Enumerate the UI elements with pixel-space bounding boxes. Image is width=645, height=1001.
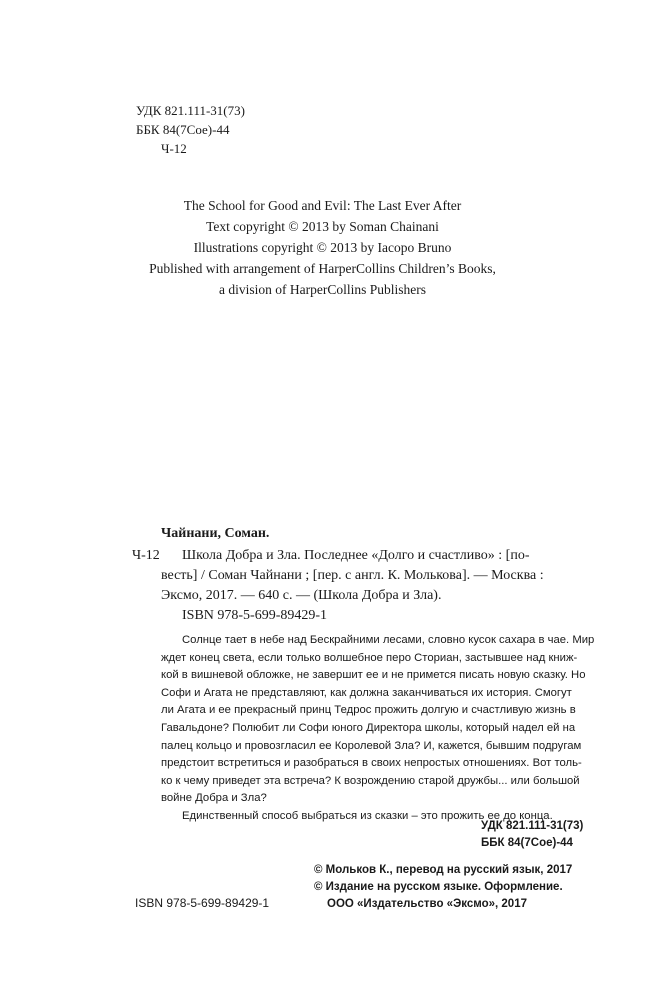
abstract-line: Софи и Агата не представляют, как должна заканчиваться их история. Смогут xyxy=(161,686,572,699)
copyright-block xyxy=(130,195,515,300)
copyright-line: Published with arrangement of HarperCollins Children’s Books, xyxy=(149,261,496,276)
copyright-line: a division of HarperCollins Publishers xyxy=(219,282,426,297)
abstract-line: Гавальдоне? Полюбит ли Софи юного Директора школы, который надел ей на xyxy=(161,721,576,734)
copyright-line: The School for Good and Evil: The Last Ever After xyxy=(183,198,462,213)
bbk-code-top: ББК 84(7Сое)-44 xyxy=(136,122,230,137)
bib-line: весть] / Соман Чайнани ; [пер. с англ. К. Молькова]. — Москва : xyxy=(161,568,544,583)
udk-code-top: УДК 821.111-31(73) xyxy=(136,103,245,118)
author-mark-top: Ч-12 xyxy=(161,141,187,156)
abstract-line: войне Добра и Зла? xyxy=(161,792,267,805)
abstract-line: кой в вишневой обложке, не завершит ее и не примется писать новую сказку. Но xyxy=(161,669,586,682)
udk-code-bottom: УДК 821.111-31(73) xyxy=(481,820,584,832)
bib-isbn: ISBN 978-5-699-89429-1 xyxy=(182,608,328,623)
bbk-code-bottom: ББК 84(7Сое)-44 xyxy=(481,837,573,849)
abstract xyxy=(161,632,594,826)
abstract-closing: Единственный способ выбраться из сказки – это прожить ее до конца. xyxy=(182,809,553,822)
imprint-line: © Мольков К., перевод на русский язык, 2017 xyxy=(314,864,573,876)
bib-line: Эксмо, 2017. — 640 с. — (Школа Добра и Зла). xyxy=(161,588,442,603)
abstract-line: предстоит встретиться и разобраться в своих непростых отношениях. Вот толь- xyxy=(161,757,582,770)
imprint-line: © Издание на русском языке. Оформление. xyxy=(314,881,563,893)
abstract-line: ли Агата и ее прекрасный принц Тедрос прожить долгую и счастливую жизнь в xyxy=(161,704,576,717)
bib-line: Школа Добра и Зла. Последнее «Долго и счастливо» : [по- xyxy=(182,548,530,563)
imprint-line: ООО «Издательство «Эксмо», 2017 xyxy=(327,898,527,910)
bib-author: Чайнани, Соман. xyxy=(161,526,270,541)
bib-author-mark: Ч-12 xyxy=(132,548,160,563)
copyright-line: Illustrations copyright © 2013 by Iacopo Bruno xyxy=(193,240,452,255)
abstract-line: палец кольцо и провозгласил ее Королевой Зла? И, кажется, бывшим подругам xyxy=(161,739,582,752)
isbn-bottom: ISBN 978-5-699-89429-1 xyxy=(135,896,270,910)
abstract-line: Солнце тает в небе над Бескрайними лесами, словно кусок сахара в чае. Мир xyxy=(182,634,595,646)
copyright-line: Text copyright © 2013 by Soman Chainani xyxy=(206,219,439,234)
abstract-line: ждет конец света, если только волшебное перо Сториан, застывшее над книж- xyxy=(161,651,578,664)
abstract-line: ко к чему приведет эта встреча? К возрождению старой дружбы... или большой xyxy=(161,774,580,787)
